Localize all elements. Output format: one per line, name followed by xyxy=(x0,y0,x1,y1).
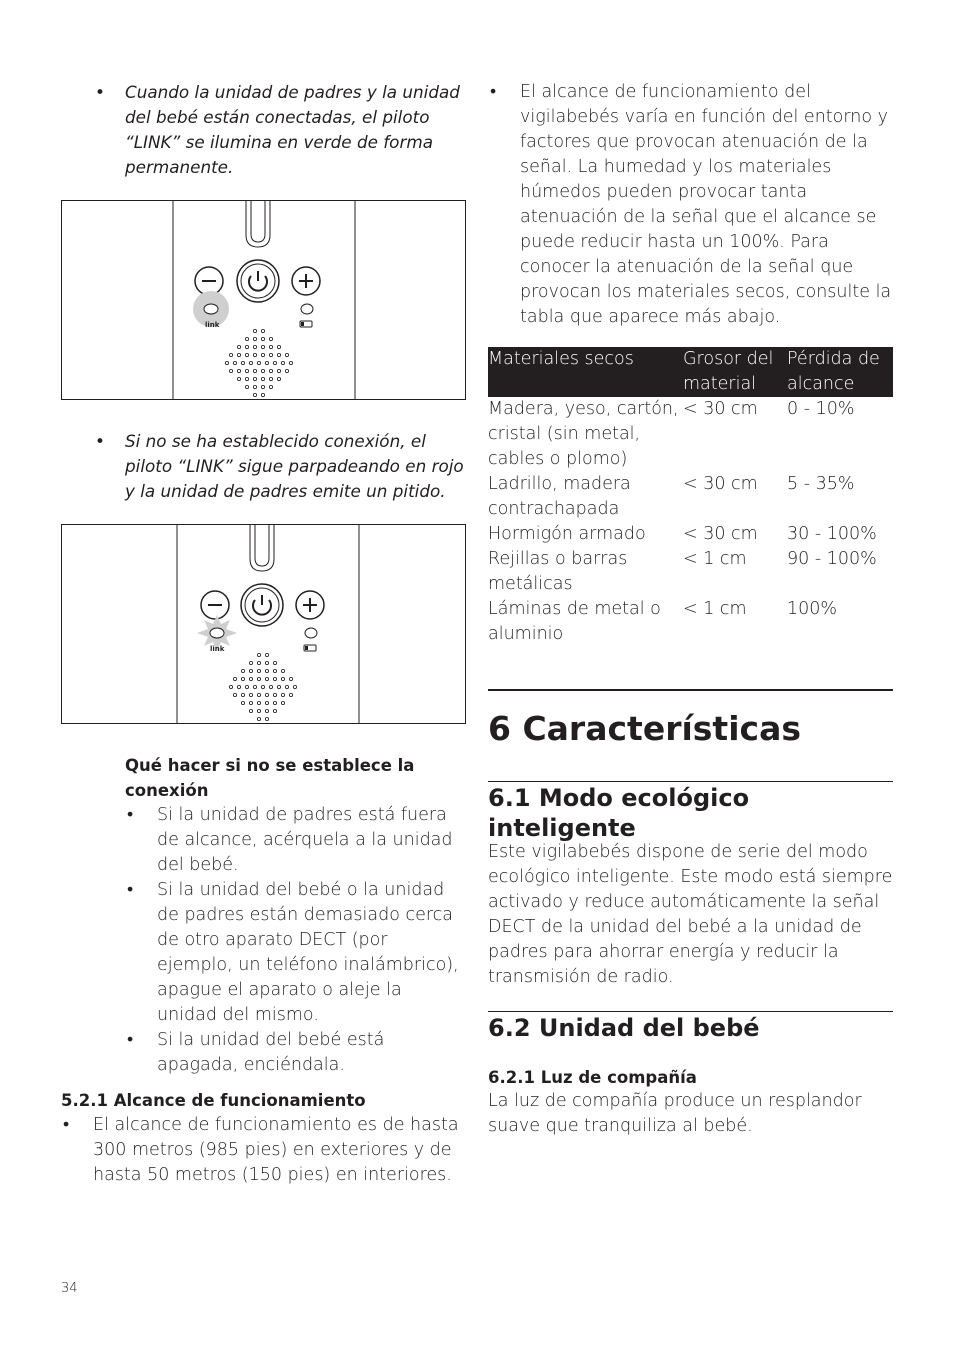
speaker-hole xyxy=(249,669,252,672)
table-row xyxy=(488,397,893,472)
speaker-hole xyxy=(261,345,264,348)
speaker-hole xyxy=(269,685,272,688)
speaker-hole xyxy=(265,693,268,696)
connected-bullet-list xyxy=(95,80,466,180)
speaker-hole xyxy=(257,709,260,712)
speaker-grille-icon xyxy=(225,329,292,396)
table-row xyxy=(488,597,893,647)
troubleshoot-list xyxy=(127,803,466,1078)
speaker-hole xyxy=(249,361,252,364)
range-heading: 5.2.1 Alcance de funcionamiento xyxy=(61,1091,366,1110)
speaker-hole xyxy=(277,345,280,348)
status-led-icon xyxy=(301,304,313,314)
power-icon xyxy=(241,584,283,626)
table-cell: Ladrillo, madera contrachapada xyxy=(488,474,631,519)
speaker-hole xyxy=(281,693,284,696)
list-item: • Si no se ha establecido conexión, el piloto “LINK” sigue parpadeando en rojo y la unidad de padres emite un pitido. xyxy=(95,431,464,501)
speaker-hole xyxy=(245,377,248,380)
speaker-hole xyxy=(249,677,252,680)
battery-icon xyxy=(300,321,312,327)
speaker-hole xyxy=(245,385,248,388)
speaker-hole xyxy=(261,329,264,332)
section-6-1-body: Este vigilabebés dispone de serie del modo ecológico inteligente. Este modo está siempre activado y reduce automáticamente la señal DECT de la unidad del bebé a la unidad de padres para ahorrar energía y reducir la transmisión de radio. xyxy=(488,842,893,987)
minus-icon xyxy=(201,591,229,619)
table-header: Pérdida de alcance xyxy=(787,347,893,397)
list-item: • Si la unidad del bebé está apagada, enciéndala. xyxy=(127,1030,385,1075)
speaker-hole xyxy=(281,669,284,672)
speaker-hole xyxy=(281,701,284,704)
speaker-hole xyxy=(273,701,276,704)
list-item: • El alcance de funcionamiento es de hasta 300 metros (985 pies) en exteriores y de hasta 50 metros (150 pies) en interiores. xyxy=(63,1115,459,1185)
speaker-hole xyxy=(261,393,264,396)
table-cell: < 30 cm xyxy=(683,524,758,544)
speaker-hole xyxy=(285,685,288,688)
speaker-hole xyxy=(277,377,280,380)
speaker-hole xyxy=(245,353,248,356)
section-rule xyxy=(488,1011,893,1012)
speaker-hole xyxy=(257,701,260,704)
speaker-hole xyxy=(257,669,260,672)
speaker-hole xyxy=(257,361,260,364)
speaker-hole xyxy=(237,369,240,372)
speaker-hole xyxy=(261,685,264,688)
speaker-hole xyxy=(265,669,268,672)
page-number: 34 xyxy=(61,1281,78,1296)
speaker-hole xyxy=(257,677,260,680)
table-cell: < 30 cm xyxy=(683,399,758,419)
table-row xyxy=(488,522,893,547)
speaker-hole xyxy=(233,677,236,680)
speaker-hole xyxy=(273,677,276,680)
plus-icon xyxy=(296,591,324,619)
speaker-hole xyxy=(241,701,244,704)
power-icon xyxy=(237,260,279,302)
table-row xyxy=(488,547,893,597)
troubleshoot-title: Qué hacer si no se establece la conexión xyxy=(125,756,415,800)
speaker-hole xyxy=(261,337,264,340)
speaker-hole xyxy=(269,369,272,372)
speaker-hole xyxy=(237,377,240,380)
table-cell: 0 - 10% xyxy=(787,399,855,419)
speaker-hole xyxy=(245,369,248,372)
parent-unit-illustration xyxy=(62,525,466,724)
speaker-hole xyxy=(265,661,268,664)
list-item: • Si la unidad del bebé o la unidad de padres están demasiado cerca de otro aparato DECT (por ejemplo, un teléfono inalámbrico), apague el aparato o aleje la unidad del mismo. xyxy=(127,880,459,1025)
speaker-hole xyxy=(273,361,276,364)
speaker-hole xyxy=(245,685,248,688)
link-label: link xyxy=(210,645,225,653)
table-cell: < 1 cm xyxy=(683,599,747,619)
speaker-hole xyxy=(265,717,268,720)
speaker-hole xyxy=(229,353,232,356)
range-list xyxy=(63,1113,466,1188)
speaker-hole xyxy=(253,685,256,688)
speaker-hole xyxy=(293,685,296,688)
speaker-hole xyxy=(273,709,276,712)
section-rule xyxy=(488,781,893,782)
speaker-hole xyxy=(273,661,276,664)
speaker-hole xyxy=(289,693,292,696)
table-cell: < 1 cm xyxy=(683,549,747,569)
speaker-hole xyxy=(277,369,280,372)
speaker-hole xyxy=(277,353,280,356)
right-column xyxy=(488,80,893,1139)
speaker-hole xyxy=(253,353,256,356)
speaker-grille-icon xyxy=(229,653,296,720)
speaker-hole xyxy=(237,345,240,348)
speaker-hole xyxy=(237,353,240,356)
speaker-hole xyxy=(229,685,232,688)
status-led-icon xyxy=(305,628,317,638)
materials-table xyxy=(488,347,893,647)
table-header: Grosor del material xyxy=(683,347,787,397)
table-header-row xyxy=(488,347,893,397)
speaker-hole xyxy=(269,345,272,348)
speaker-hole xyxy=(261,369,264,372)
speaker-hole xyxy=(245,337,248,340)
speaker-hole xyxy=(233,693,236,696)
table-row xyxy=(488,472,893,522)
speaker-hole xyxy=(229,369,232,372)
speaker-hole xyxy=(253,345,256,348)
speaker-hole xyxy=(261,385,264,388)
minus-icon xyxy=(195,267,223,295)
table-cell: Rejillas o barras metálicas xyxy=(488,549,628,594)
speaker-hole xyxy=(257,717,260,720)
speaker-hole xyxy=(265,709,268,712)
speaker-hole xyxy=(241,677,244,680)
table-cell: < 30 cm xyxy=(683,474,758,494)
figure-link-connected xyxy=(61,200,466,400)
table-cell: 100% xyxy=(787,599,838,619)
troubleshoot-section xyxy=(125,753,466,1078)
speaker-hole xyxy=(265,653,268,656)
speaker-hole xyxy=(269,337,272,340)
table-cell: Madera, yeso, cartón, cristal (sin metal, cables o plomo) xyxy=(488,399,679,469)
table-header: Materiales secos xyxy=(488,347,683,397)
speaker-hole xyxy=(253,329,256,332)
speaker-hole xyxy=(253,369,256,372)
speaker-hole xyxy=(233,361,236,364)
speaker-hole xyxy=(265,701,268,704)
parent-unit-illustration xyxy=(62,201,466,400)
link-label: link xyxy=(205,321,220,329)
speaker-hole xyxy=(265,677,268,680)
speaker-hole xyxy=(249,701,252,704)
table-cell: 30 - 100% xyxy=(787,524,877,544)
speaker-hole xyxy=(249,709,252,712)
speaker-hole xyxy=(241,669,244,672)
speaker-hole xyxy=(273,669,276,672)
speaker-hole xyxy=(253,377,256,380)
battery-icon xyxy=(304,645,316,651)
speaker-hole xyxy=(249,661,252,664)
figure-link-blinking xyxy=(61,524,466,724)
range-intro-list xyxy=(490,80,893,330)
speaker-hole xyxy=(265,361,268,364)
speaker-hole xyxy=(289,361,292,364)
speaker-hole xyxy=(241,693,244,696)
table-cell: Láminas de metal o aluminio xyxy=(488,599,661,644)
list-item: • El alcance de funcionamiento del vigilabebés varía en función del entorno y factores que provocan atenuación de la señal. La humedad y los materiales húmedos pueden provocar tanta atenuación de la señal que el alcance se puede reducir hasta un 100%. Para conocer la atenuación de la señal que provocan los materiales secos, consulte la tabla que aparece más abajo. xyxy=(490,82,892,327)
speaker-hole xyxy=(257,653,260,656)
speaker-hole xyxy=(257,661,260,664)
speaker-hole xyxy=(285,353,288,356)
speaker-hole xyxy=(273,693,276,696)
list-item: • Si la unidad de padres está fuera de alcance, acérquela a la unidad del bebé. xyxy=(127,805,453,875)
speaker-hole xyxy=(249,693,252,696)
speaker-hole xyxy=(225,361,228,364)
speaker-hole xyxy=(281,361,284,364)
table-cell: Hormigón armado xyxy=(488,524,646,544)
speaker-hole xyxy=(241,361,244,364)
speaker-hole xyxy=(253,385,256,388)
speaker-hole xyxy=(237,685,240,688)
list-item: • Cuando la unidad de padres y la unidad del bebé están conectadas, el piloto “LINK” se ilumina en verde de forma permanente. xyxy=(95,82,460,177)
section-6-1-title: 6.1 Modo ecológico inteligente xyxy=(488,784,750,842)
not-connected-bullet-list xyxy=(95,429,466,504)
section-6-2-title: 6.2 Unidad del bebé xyxy=(488,1014,760,1042)
speaker-hole xyxy=(253,393,256,396)
speaker-hole xyxy=(253,337,256,340)
table-cell: 5 - 35% xyxy=(787,474,855,494)
section-6-2-1-body: La luz de compañía produce un resplandor suave que tranquiliza al bebé. xyxy=(488,1091,862,1136)
speaker-hole xyxy=(289,677,292,680)
plus-icon xyxy=(292,267,320,295)
chapter-rule xyxy=(488,689,893,691)
speaker-hole xyxy=(245,345,248,348)
speaker-hole xyxy=(269,385,272,388)
section-6-2-1-title: 6.2.1 Luz de compañía xyxy=(488,1068,697,1087)
speaker-hole xyxy=(269,377,272,380)
chapter-title: 6 Características xyxy=(488,709,801,748)
speaker-hole xyxy=(257,693,260,696)
table-cell: 90 - 100% xyxy=(787,549,877,569)
speaker-hole xyxy=(261,377,264,380)
speaker-hole xyxy=(261,353,264,356)
speaker-hole xyxy=(269,353,272,356)
speaker-hole xyxy=(285,369,288,372)
speaker-hole xyxy=(277,685,280,688)
speaker-hole xyxy=(281,677,284,680)
left-column xyxy=(61,80,466,1188)
